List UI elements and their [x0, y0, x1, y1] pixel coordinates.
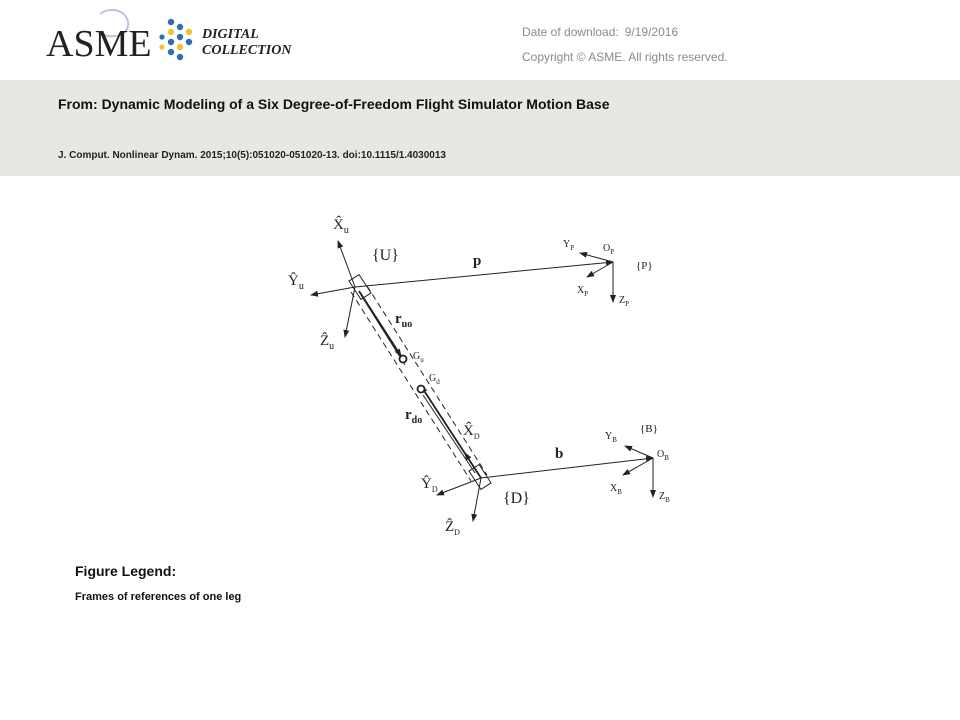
b-vector	[481, 458, 653, 478]
logo-dots-icon	[159, 19, 192, 60]
gd-point	[418, 386, 425, 393]
xu-axis	[338, 241, 355, 287]
gu-point	[400, 356, 407, 363]
leg-outline-right	[367, 286, 487, 475]
leg-frames-figure	[275, 205, 685, 550]
asme-logo	[40, 8, 330, 70]
yp-axis	[580, 253, 613, 262]
gu-label: $G_u$	[413, 351, 424, 364]
zu-axis	[345, 287, 355, 337]
article-title-text: Dynamic Modeling of a Six Degree-of-Freedom Flight Simulator Motion Base	[101, 96, 610, 112]
logo-brand-text: ASME	[46, 23, 152, 65]
xp-label: $X_P$	[577, 285, 589, 298]
rdo-label: $r_{do}$	[405, 407, 423, 426]
xd-label: $X̂_D$	[463, 423, 480, 441]
ruo-label: $r_{uo}$	[395, 311, 413, 330]
yd-label: $Ŷ_D$	[421, 476, 438, 494]
from-label: From:	[58, 96, 98, 112]
logo-product-line1: DIGITAL	[202, 27, 259, 42]
article-title	[58, 96, 610, 112]
article-header-band	[0, 80, 960, 176]
frame-d-label: {D}	[503, 490, 530, 507]
zd-label: Ẑ$_D$	[445, 519, 460, 537]
frame-u-label: {U}	[372, 247, 399, 264]
zd-axis	[473, 478, 481, 521]
yb-axis	[625, 446, 653, 458]
p-vector-label: p	[473, 253, 482, 269]
figure-legend-title: Figure Legend:	[75, 563, 177, 579]
xd-axis	[465, 453, 481, 478]
download-label: Date of download:	[522, 25, 619, 39]
yp-label: $Y_P$	[563, 239, 575, 252]
copyright-text: Copyright © ASME. All rights reserved.	[522, 50, 728, 64]
yu-label: $Ŷ_u$	[288, 273, 304, 292]
frame-b-label: {B}	[640, 423, 658, 435]
article-citation: J. Comput. Nonlinear Dynam. 2015;10(5):051020-051020-13. doi:10.1115/1.4030013	[58, 150, 446, 161]
yu-axis	[311, 287, 355, 295]
zp-label: $Z_P$	[619, 295, 630, 308]
gd-label: $G_d$	[429, 373, 440, 386]
yd-axis	[437, 478, 481, 495]
figure-legend-caption: Frames of references of one leg	[75, 591, 242, 603]
yb-label: $Y_B$	[605, 431, 617, 444]
xu-label: $X̂_u$	[333, 217, 349, 236]
op-label: $O_P$	[603, 243, 615, 256]
zb-label: $Z_B$	[659, 491, 670, 504]
b-vector-label: b	[555, 446, 564, 462]
download-date-row	[522, 20, 728, 45]
zu-label: Ẑ$_u$	[320, 333, 335, 352]
logo-product-line2: COLLECTION	[202, 43, 292, 58]
frame-p-label: {P}	[636, 260, 653, 272]
ob-label: $O_B$	[657, 449, 669, 462]
download-meta	[522, 20, 728, 70]
xb-label: $X_B$	[610, 483, 622, 496]
p-vector	[355, 262, 613, 287]
download-date: 9/19/2016	[624, 25, 679, 39]
